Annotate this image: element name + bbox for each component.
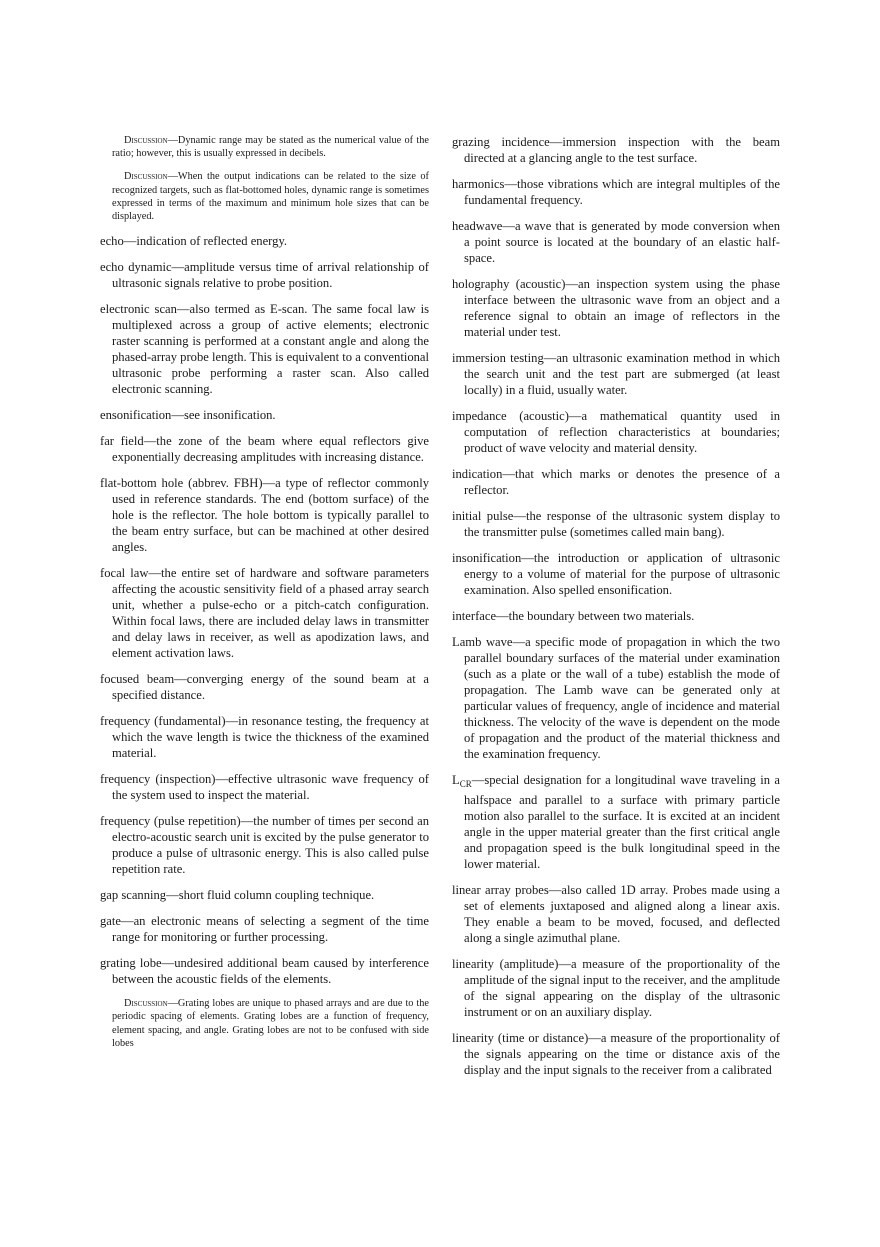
glossary-entry-lcr [452, 772, 780, 872]
glossary-entry: frequency (inspection)—effective ultrasonic wave frequency of the system used to inspect the material. [100, 772, 429, 803]
glossary-entry: far field—the zone of the beam where equal reflectors give exponentially decreasing amplitudes with increasing distance. [100, 434, 429, 465]
glossary-entry: linearity (time or distance)—a measure of the proportionality of the signals appearing on the time or distance axis of the display and the input signals to the receiver from a calibrated [452, 1031, 780, 1077]
lcr-definition: —special designation for a longitudinal wave traveling in a halfspace and parallel to a surface with primary particle motion also parallel to the surface. It is excited at an incident angle in the upper material greater than the first critical angle and propagation speed is the bulk longitudinal speed in the lower material. [464, 773, 780, 871]
discussion-text: —When the output indications can be related to the size of recognized targets, such as flat-bottomed holes, dynamic range is sometimes expressed in terms of the maximum and minimum hole sizes that can be displayed. [112, 171, 429, 223]
glossary-entry: echo—indication of reflected energy. [100, 234, 288, 249]
discussion-note [112, 997, 429, 1050]
glossary-entry: initial pulse—the response of the ultrasonic system display to the transmitter pulse (sometimes called main bang). [452, 509, 780, 539]
right-column [452, 134, 780, 1088]
glossary-entry: linear array probes—also called 1D array. Probes made using a set of elements juxtaposed and aligned along a linear axis. They enable a beam to be moved, focused, and deflected along a single azimuthal plane. [452, 883, 780, 945]
glossary-entry: flat-bottom hole (abbrev. FBH)—a type of reflector commonly used in reference standards. The end (bottom surface) of the hole is the reflector. The hole bottom is typically parallel to the beam entry surface, but can be machined at other desired angles. [100, 476, 429, 555]
glossary-entry: frequency (pulse repetition)—the number of times per second an electro-acoustic search unit is excited by the pulse generator to produce a pulse of ultrasonic energy. This is also called pulse repetition rate. [100, 814, 429, 877]
discussion-note [112, 170, 429, 223]
discussion-text: —Grating lobes are unique to phased arrays and are due to the periodic spacing of elements. Grating lobes are a function of frequency, element spacing, and angle. Grating lobes are not to be confused with side lobes [112, 998, 429, 1049]
lcr-term: L [452, 773, 460, 787]
discussion-label: Discussion [124, 135, 168, 146]
discussion-text: —Dynamic range may be stated as the numerical value of the ratio; however, this is usually expressed in decibels. [112, 135, 429, 160]
glossary-entry: immersion testing—an ultrasonic examination method in which the search unit and the test part are submerged (at least locally) in a fluid, usually water. [452, 351, 780, 397]
discussion-label: Discussion [124, 171, 168, 183]
glossary-entry: Lamb wave—a specific mode of propagation in which the two parallel boundary surfaces of the material under examination (such as a plate or the wall of a tube) establish the mode of propagation. The Lamb wave can be generated only at particular values of frequency, angle of incidence and material thickness. The velocity of the wave is dependent on the mode of propagation and the product of the material thickness and the examination frequency. [452, 635, 780, 761]
lcr-subscript: CR [459, 779, 472, 789]
glossary-entry: insonification—the introduction or application of ultrasonic energy to a volume of material for the purpose of ultrasonic examination. Also spelled ensonification. [452, 551, 780, 597]
glossary-entry: echo dynamic—amplitude versus time of arrival relationship of ultrasonic signals relative to probe position. [100, 260, 429, 291]
glossary-entry: focused beam—converging energy of the sound beam at a specified distance. [100, 672, 429, 703]
glossary-entry: indication—that which marks or denotes the presence of a reflector. [452, 467, 780, 497]
glossary-entry: linearity (amplitude)—a measure of the proportionality of the amplitude of the signal input to the receiver, and the amplitude of the signal appearing on the display of the ultrasonic instrument or on an auxiliary display. [452, 957, 780, 1019]
glossary-entry: frequency (fundamental)—in resonance testing, the frequency at which the wave length is twice the thickness of the examined material. [100, 714, 429, 761]
glossary-entry: gate—an electronic means of selecting a segment of the time range for monitoring or further processing. [100, 914, 429, 945]
discussion-label: Discussion [124, 998, 168, 1010]
glossary-entry: impedance (acoustic)—a mathematical quantity used in computation of reflection characteristics at boundaries; product of wave velocity and material density. [452, 409, 780, 455]
glossary-entry: grating lobe—undesired additional beam caused by interference between the acoustic fields of the elements. [100, 956, 429, 987]
left-column [100, 134, 429, 1060]
glossary-entry: harmonics—those vibrations which are integral multiples of the fundamental frequency. [452, 177, 780, 207]
glossary-entry: interface—the boundary between two materials. [452, 609, 695, 623]
glossary-entry: grazing incidence—immersion inspection with the beam directed at a glancing angle to the test surface. [452, 135, 780, 165]
glossary-entry: ensonification—see insonification. [100, 408, 276, 423]
glossary-entry: gap scanning—short fluid column coupling technique. [100, 888, 375, 903]
glossary-entry: headwave—a wave that is generated by mode conversion when a point source is located at the boundary of an elastic half-space. [452, 219, 780, 265]
glossary-entry: focal law—the entire set of hardware and software parameters affecting the acoustic sensitivity field of a phased array search unit, whether a pulse-echo or a pitch-catch configuration. Within focal laws, there are included delay laws in transmitter and delay laws in receiver, as well as apodization laws, and element activation laws. [100, 566, 429, 661]
glossary-entry: electronic scan—also termed as E-scan. The same focal law is multiplexed across a group of active elements; electronic raster scanning is performed at a constant angle and along the phased-array probe length. This is equivalent to a conventional ultrasonic probe performing a raster scan. Also called electronic scanning. [100, 302, 429, 397]
discussion-note [112, 134, 429, 160]
glossary-entry: holography (acoustic)—an inspection system using the phase interface between the ultrasonic wave from an object and a reference signal to obtain an image of reflectors in the material under test. [452, 277, 780, 339]
